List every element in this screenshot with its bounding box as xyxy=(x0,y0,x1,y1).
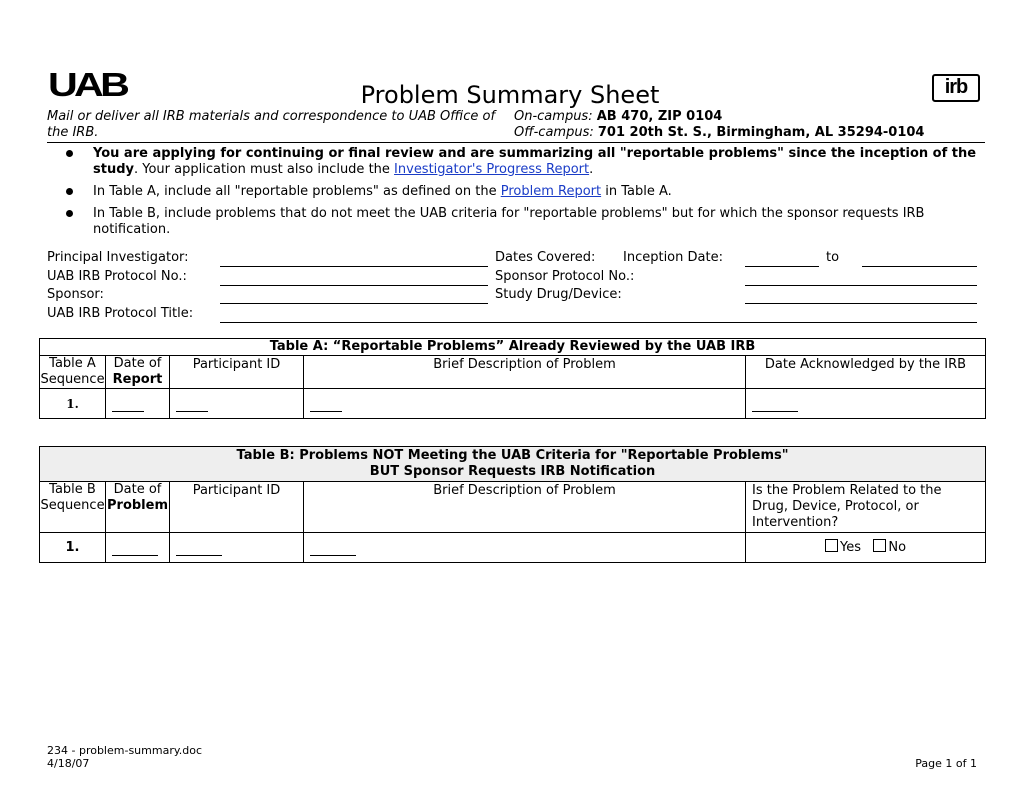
yes-label: Yes xyxy=(839,540,861,555)
table-a-date-cell[interactable] xyxy=(106,389,170,419)
footer-date: 4/18/07 xyxy=(47,757,90,770)
table-b-header-row xyxy=(40,482,986,533)
no-checkbox[interactable] xyxy=(873,539,886,552)
table-a-header-row xyxy=(40,356,986,389)
date-header-line2: Report xyxy=(112,372,163,387)
sequence-header-line1: Table A xyxy=(49,356,96,371)
investigators-progress-report-link[interactable]: Investigator's Progress Report xyxy=(394,162,590,177)
yes-checkbox[interactable] xyxy=(825,539,838,552)
no-option[interactable] xyxy=(873,540,906,555)
instruction-text: . Your application must also include the xyxy=(134,162,395,177)
protocol-title-field[interactable] xyxy=(220,322,977,323)
on-campus-value: AB 470, ZIP 0104 xyxy=(596,109,723,124)
table-b-title xyxy=(40,447,986,482)
table-a-title: Table A: “Reportable Problems” Already Reviewed by the UAB IRB xyxy=(40,339,986,356)
bullet-icon xyxy=(66,188,73,195)
instruction-text: In Table A, include all "reportable problems" as defined on the xyxy=(93,184,501,199)
instruction-end: in Table A. xyxy=(601,184,672,199)
yes-option[interactable] xyxy=(825,540,861,555)
off-campus-address xyxy=(514,125,984,141)
study-drug-label: Study Drug/Device: xyxy=(495,287,622,302)
campus-addresses xyxy=(514,109,984,141)
footer-page-number: Page 1 of 1 xyxy=(915,757,977,770)
table-a-title-row xyxy=(40,339,986,356)
sponsor-field[interactable] xyxy=(220,303,488,304)
table-b-title-row xyxy=(40,447,986,482)
instruction-item xyxy=(66,146,984,178)
footer-info xyxy=(47,744,202,770)
inception-date-field[interactable] xyxy=(745,266,819,267)
no-label: No xyxy=(888,540,907,555)
instruction-bold: You are applying for continuing or final review and are summarizing all "reportable problems" since the inception of the study xyxy=(93,146,977,177)
instruction-text: In Table B, include problems that do not meet the UAB criteria for "reportable problems" but for which the sponsor requests IRB notification. xyxy=(93,206,925,237)
table-row xyxy=(40,389,986,419)
end-date-field[interactable] xyxy=(862,266,977,267)
on-campus-label: On-campus: xyxy=(514,109,593,124)
on-campus-address xyxy=(514,109,984,125)
table-b-participant-header: Participant ID xyxy=(170,482,304,533)
table-b-date-cell[interactable] xyxy=(106,533,170,563)
sequence-header-line1: Table B xyxy=(49,482,96,497)
table-a-acknowledged-header: Date Acknowledged by the IRB xyxy=(746,356,986,389)
table-a-row-number: 1. xyxy=(40,389,106,419)
table-b-description-cell[interactable] xyxy=(304,533,746,563)
off-campus-value: 701 20th St. S., Birmingham, AL 35294-0104 xyxy=(597,125,925,140)
table-a-participant-cell[interactable] xyxy=(170,389,304,419)
table-a-sequence-header xyxy=(40,356,106,389)
footer-filename: 234 - problem-summary.doc xyxy=(47,744,203,757)
uab-logo: UAB xyxy=(48,66,127,103)
sponsor-protocol-no-field[interactable] xyxy=(745,285,977,286)
to-label: to xyxy=(826,250,840,265)
table-b-title-line1: Table B: Problems NOT Meeting the UAB Criteria for "Reportable Problems" xyxy=(236,448,789,463)
instruction-end: . xyxy=(589,162,594,177)
table-b-title-line2: BUT Sponsor Requests IRB Notification xyxy=(369,464,656,479)
instruction-item xyxy=(66,184,984,200)
header-divider xyxy=(47,142,985,143)
mail-instructions: Mail or deliver all IRB materials and correspondence to UAB Office of the IRB. xyxy=(47,109,496,140)
dates-covered-label: Dates Covered: xyxy=(495,250,596,265)
table-b-row-number: 1. xyxy=(40,533,106,563)
protocol-no-field[interactable] xyxy=(220,285,488,286)
principal-investigator-field[interactable] xyxy=(220,266,488,267)
page-title: Problem Summary Sheet xyxy=(360,81,660,109)
principal-investigator-label: Principal Investigator: xyxy=(47,250,189,265)
table-b-sequence-header xyxy=(40,482,106,533)
study-drug-field[interactable] xyxy=(745,303,977,304)
irb-logo: irb xyxy=(932,74,980,102)
instructions-list xyxy=(66,146,984,244)
instruction-item xyxy=(66,206,984,238)
table-a xyxy=(39,338,986,419)
bullet-icon xyxy=(66,210,73,217)
bullet-icon xyxy=(66,150,73,157)
sponsor-protocol-no-label: Sponsor Protocol No.: xyxy=(495,269,635,284)
table-b-date-header xyxy=(106,482,170,533)
table-a-description-cell[interactable] xyxy=(304,389,746,419)
table-a-acknowledged-cell[interactable] xyxy=(746,389,986,419)
sponsor-label: Sponsor: xyxy=(47,287,104,302)
protocol-title-label: UAB IRB Protocol Title: xyxy=(47,306,194,321)
table-b-related-header: Is the Problem Related to the Drug, Device, Protocol, or Intervention? xyxy=(746,482,986,533)
table-a-description-header: Brief Description of Problem xyxy=(304,356,746,389)
table-row xyxy=(40,533,986,563)
table-b xyxy=(39,446,986,563)
table-a-date-header xyxy=(106,356,170,389)
date-header-line1: Date of xyxy=(113,356,162,371)
date-header-line2: Problem xyxy=(107,498,168,513)
table-b-related-cell xyxy=(746,533,986,563)
table-b-description-header: Brief Description of Problem xyxy=(304,482,746,533)
inception-date-label: Inception Date: xyxy=(623,250,723,265)
problem-report-link[interactable]: Problem Report xyxy=(500,184,602,199)
table-b-participant-cell[interactable] xyxy=(170,533,304,563)
sequence-header-line2: Sequence xyxy=(40,372,105,387)
protocol-no-label: UAB IRB Protocol No.: xyxy=(47,269,187,284)
table-a-participant-header: Participant ID xyxy=(170,356,304,389)
date-header-line1: Date of xyxy=(113,482,162,497)
off-campus-label: Off-campus: xyxy=(514,125,594,140)
sequence-header-line2: Sequence xyxy=(40,498,105,513)
